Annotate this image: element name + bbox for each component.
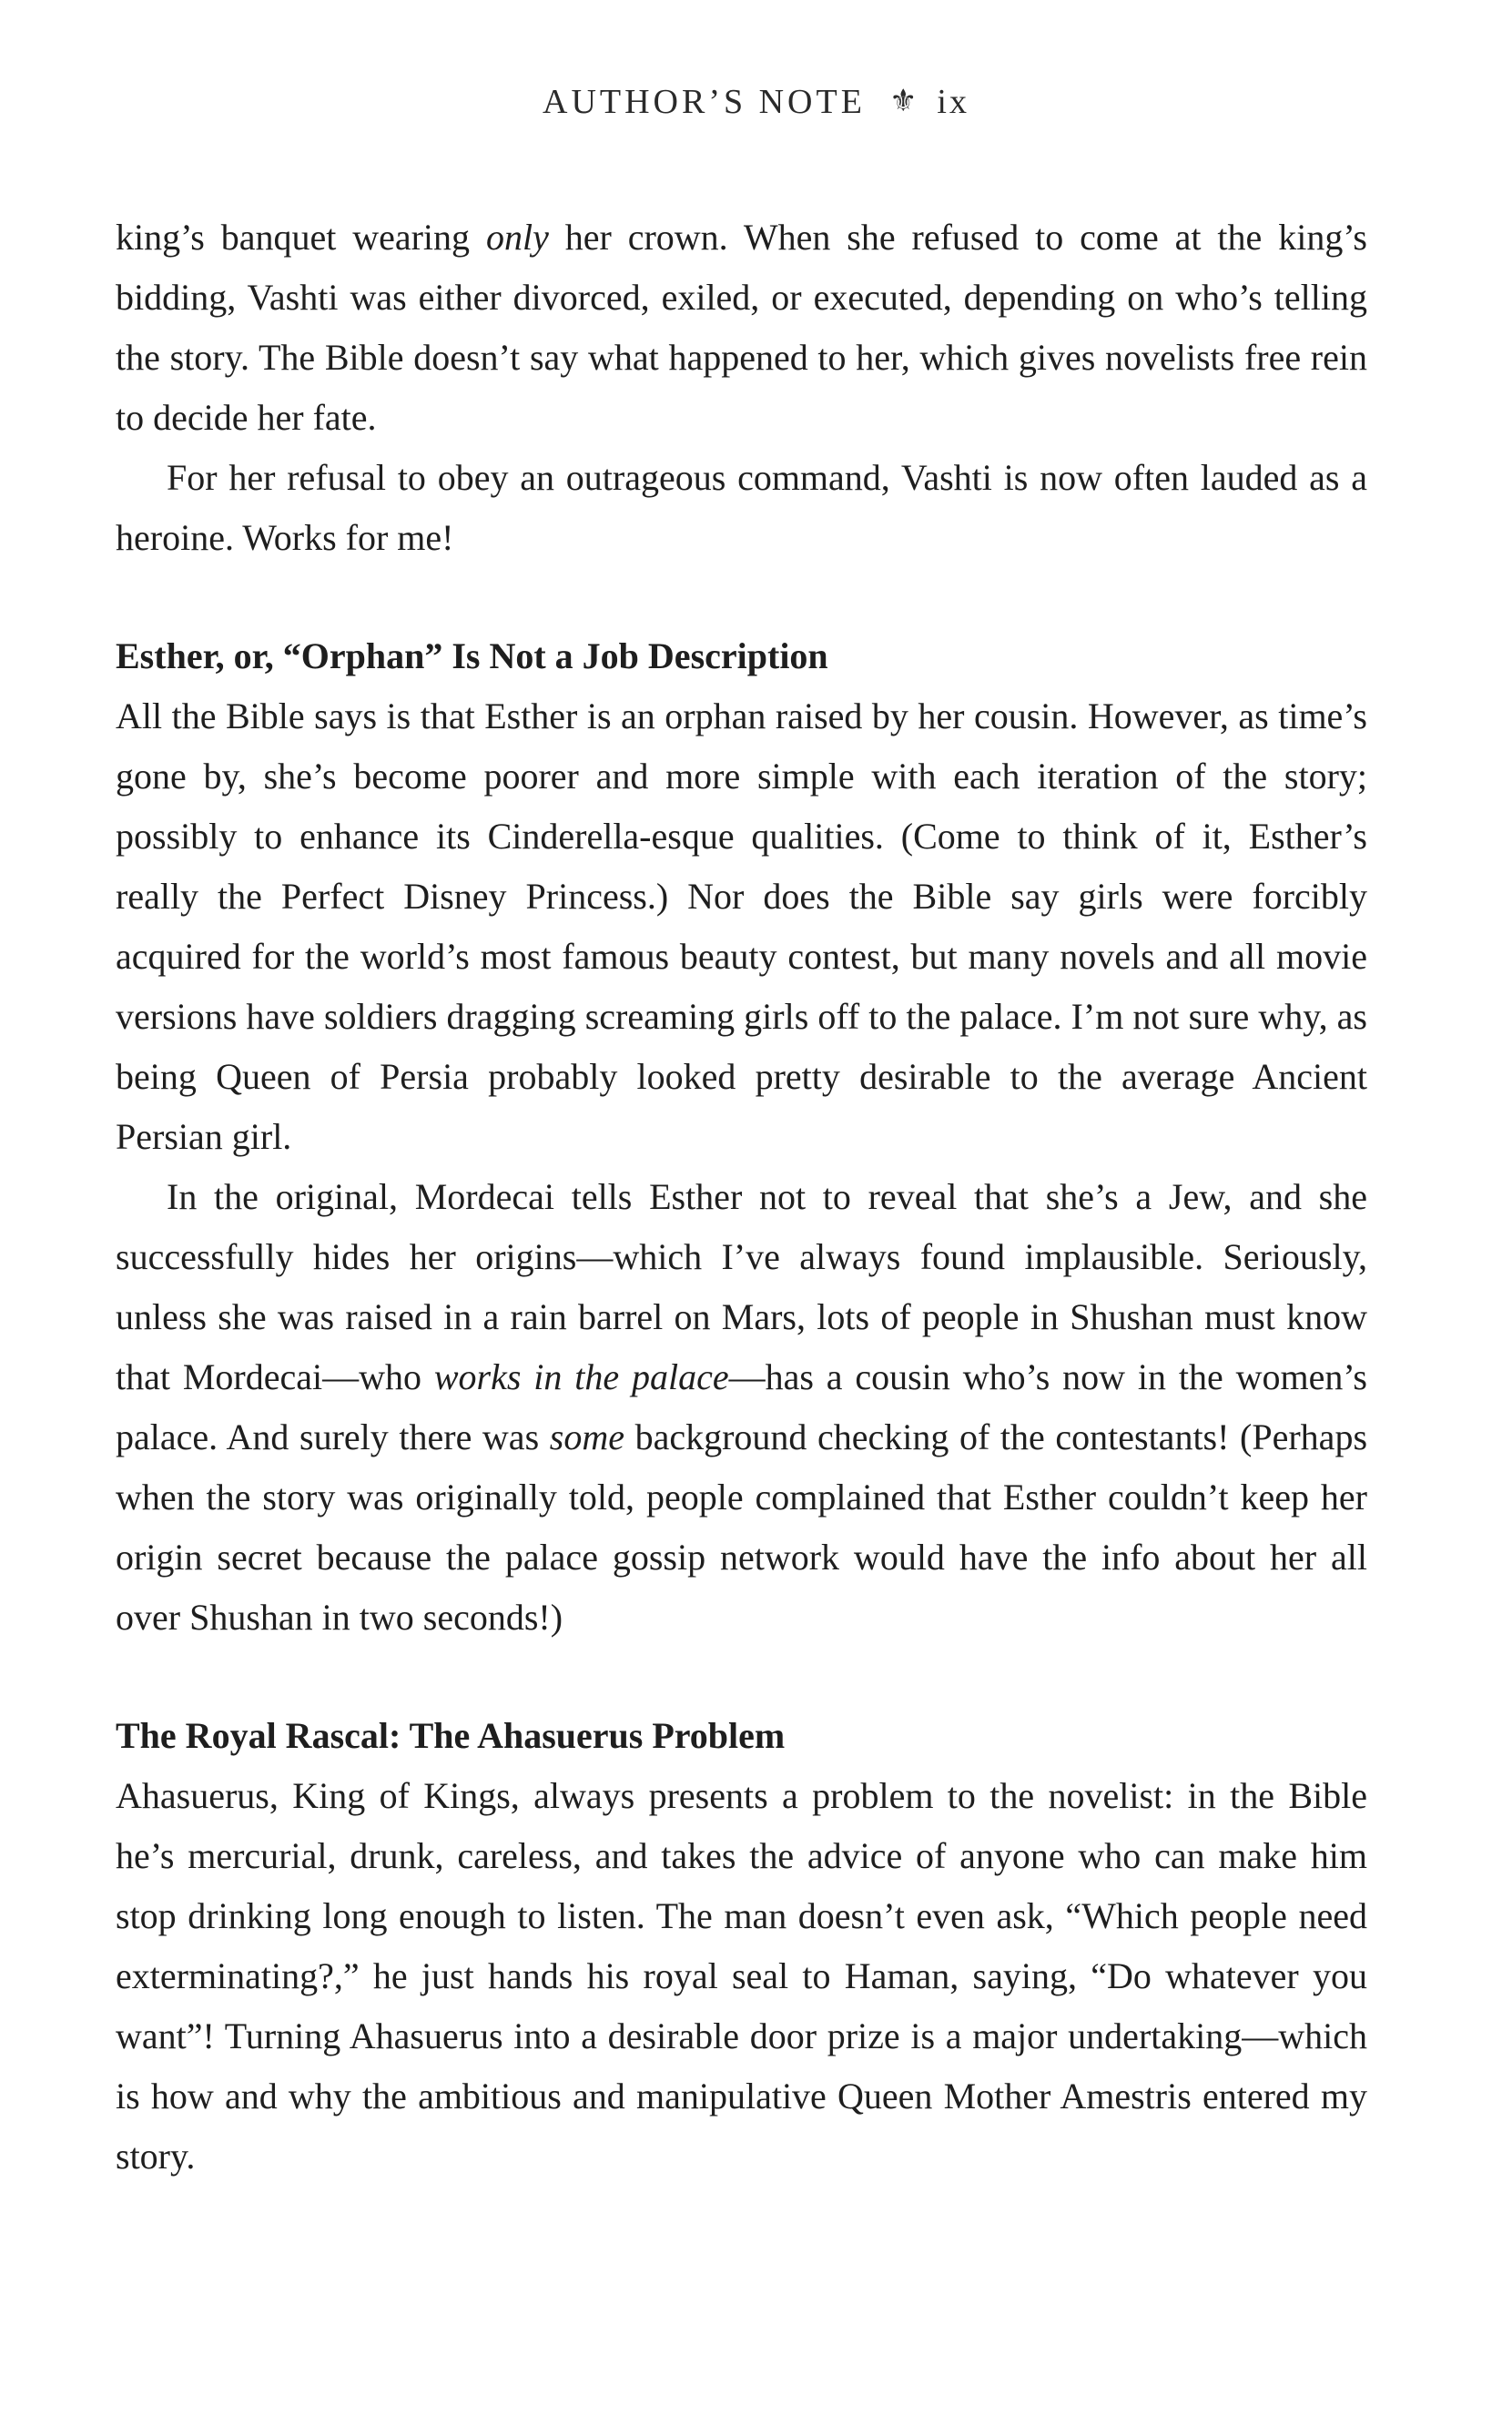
paragraph-text: her crown. When she refused to come at the king’s bidding, Vashti was either divorced, exiled, or executed, depending on who’s telling the story. The Bible doesn’t say what happened to her, which gives novelists free rein to decide her fate. [116, 217, 1367, 438]
emphasis-text: works in the palace [433, 1356, 729, 1397]
running-head [0, 82, 1512, 122]
paragraph-vashti-heroine: For her refusal to obey an outrageous command, Vashti is now often lauded as a heroine. Works for me! [116, 457, 1367, 558]
running-head-title: AUTHOR’S NOTE [543, 83, 866, 121]
paragraph-esther-origins [116, 1167, 1367, 1648]
emphasis-text: some [549, 1416, 624, 1457]
paragraph-esther-orphan: All the Bible says is that Esther is an orphan raised by her cousin. However, as time’s gone by, she’s become poorer and more simple with each iteration of the story; possibly to enhance its Cinderella-esque qualities. (Come to think of it, Esther’s really the Perfect Disney Princess.) Nor does the Bible say girls were forcibly acquired for the world’s most famous beauty contest, but many novels and all movie versions have soldiers dragging screaming girls off to the palace. I’m not sure why, as being Queen of Persia probably looked pretty desirable to the average Ancient Persian girl. [116, 695, 1367, 1157]
paragraph-text: —has a cousin who’s now in the women’s palace. And surely there was [116, 1356, 1367, 1457]
paragraph-text: background checking of the contestants! (Perhaps when the story was originally told, people complained that Esther couldn’t keep her origin secret because the palace gossip network would have the info about her all over Shushan in two seconds!) [116, 1416, 1368, 1638]
body-text [116, 208, 1367, 2187]
section-heading-esther: Esther, or, “Orphan” Is Not a Job Description [116, 635, 828, 676]
paragraph-vashti-fate [116, 208, 1367, 448]
section-break [116, 1648, 1367, 1706]
emphasis-text: only [485, 217, 549, 258]
section-heading-ahasuerus: The Royal Rascal: The Ahasuerus Problem [116, 1715, 786, 1756]
page-number: ix [937, 83, 969, 121]
paragraph-text: king’s banquet wearing [116, 217, 486, 258]
paragraph-ahasuerus-problem: Ahasuerus, King of Kings, always presents a problem to the novelist: in the Bible he’s mercurial, drunk, careless, and takes the advice of anyone who can make him stop drinking long enough to listen. The man doesn’t even ask, “Which people need exterminating?,” he just hands his royal seal to Haman, saying, “Do whatever you want”! Turning Ahasuerus into a desirable door prize is a major undertaking—which is how and why the ambitious and manipulative Queen Mother Amestris entered my story. [116, 1775, 1367, 2177]
fleur-ornament-icon: ⚜ [888, 85, 921, 118]
section-break [116, 568, 1367, 626]
paragraph-text: In the original, Mordecai tells Esther not to reveal that she’s a Jew, and she successfully hides her origins—which I’ve always found implausible. Seriously, unless she was raised in a rain barrel on Mars, lots of people in Shushan must know that Mordecai—who [116, 1176, 1367, 1397]
